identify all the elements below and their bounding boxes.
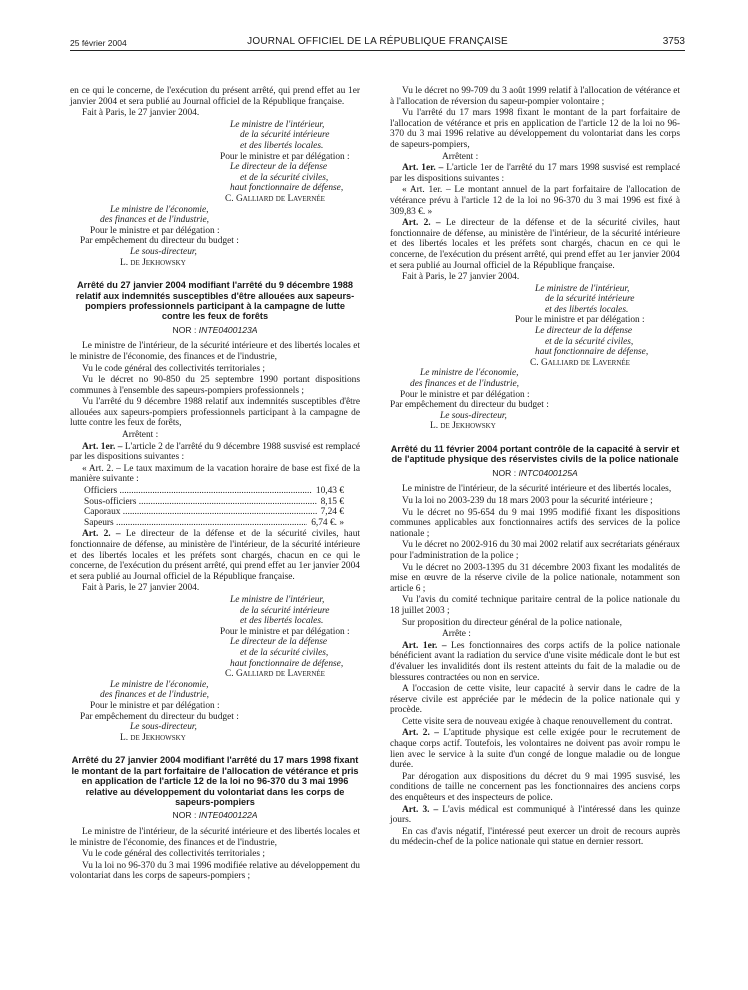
header-date: 25 février 2004 [70, 38, 127, 48]
signature-line: Par empêchement du directeur du budget : [390, 400, 549, 411]
signature-name: C. Galliard de Lavernée [225, 193, 325, 204]
article: Art. 1er. – L'article 2 de l'arrêté du 9 décembre 1988 susvisé est remplacé par les dispositions suivantes : [70, 441, 361, 463]
table-row: Officiers ..... 10,43 € [84, 486, 344, 497]
decree-title: Arrêté du 27 janvier 2004 modifiant l'arrêté du 9 décembre 1988 relatif aux indemnités susceptibles d'être allouées aux sapeurs-pompiers professionnels participant à la campagne de lutte contre les feux de forêts [75, 280, 355, 322]
article: Art. 2. – Le directeur de la défense et de la sécurité civiles, haut fonctionnaire de défense, au ministère de l'intérieur, de la sécurité intérieure et des libertés locales et les préfets sont chargés, chacun en ce qui le concerne, de l'exécution du présent arrêté, qui prend effet au 1er janvier 2004 et sera publié au Journal officiel de la République française. [390, 218, 681, 271]
page-number: 3753 [662, 36, 685, 47]
nor-reference: NOR : INTE0400122A [172, 810, 258, 821]
signature-line: et de la sécurité civiles, [545, 336, 634, 347]
table-row: Sapeurs ..... 6,74 €. » [84, 518, 344, 529]
signature-line: et des libertés locales. [545, 304, 629, 315]
signature-block [220, 595, 360, 680]
signature-line: et des libertés locales. [240, 140, 324, 151]
paragraph: Le ministre de l'intérieur, de la sécurité intérieure et des libertés locales et le ministre de l'économie, des finances et de l'industrie, [70, 341, 360, 362]
signature-line: et des libertés locales. [240, 616, 324, 627]
signature-line: Le directeur de la défense [230, 637, 328, 648]
paragraph: Vu le décret no 2003-1395 du 31 décembre 2003 fixant les modalités de mise en œuvre de la réserve civile de la police nationale, notamment son article 6 ; [390, 562, 680, 594]
article: Art. 3. – L'avis médical est communiqué à l'intéressé dans les quinze jours. [390, 804, 680, 826]
paragraph: en ce qui le concerne, de l'exécution du présent arrêté, qui prend effet au 1er janvier 2004 et sera publié au Journal officiel de la République française. [70, 86, 360, 107]
done-line: Fait à Paris, le 27 janvier 2004. [402, 272, 520, 283]
page-header [70, 36, 685, 51]
done-line: Fait à Paris, le 27 janvier 2004. [82, 108, 200, 119]
arretent: Arrêtent : [442, 151, 479, 162]
signature-line: Le sous-directeur, [130, 722, 197, 733]
signature-line: haut fonctionnaire de défense, [230, 183, 344, 194]
signature-line: Pour le ministre et par délégation : [220, 626, 350, 637]
signature-line: Pour le ministre et par délégation : [220, 151, 350, 162]
paragraph: Vu l'arrêté du 17 mars 1998 fixant le montant de la part forfaitaire de l'allocation de vétérance et pris en application de l'article 12 de la loi no 96-370 du 3 mai 1996 relative au développement du volontariat dans les corps de sapeurs-pompiers, [390, 108, 680, 150]
signature-name: L. de Jekhowsky [430, 421, 496, 432]
signature-line: Le ministre de l'économie, [420, 368, 519, 379]
article: Art. 1er. – L'article 1er de l'arrêté du 17 mars 1998 susvisé est remplacé par les dispositions suivantes : [390, 163, 680, 184]
signature-line: haut fonctionnaire de défense, [535, 347, 649, 358]
arrete: Arrête : [442, 629, 471, 640]
table-row: Sous-officiers ..... 8,15 € [84, 497, 344, 508]
rates-table [84, 486, 344, 528]
signature-line: Pour le ministre et par délégation : [90, 225, 220, 236]
signature-line: Le directeur de la défense [230, 162, 328, 173]
signature-name: L. de Jekhowsky [120, 257, 186, 268]
signature-name: C. Galliard de Lavernée [225, 669, 325, 680]
signature-name: C. Galliard de Lavernée [530, 357, 630, 368]
paragraph: Le ministre de l'intérieur, de la sécurité intérieure et des libertés locales, [402, 484, 672, 495]
paragraph: Vu la loi no 2003-239 du 18 mars 2003 pour la sécurité intérieure ; [402, 496, 653, 506]
left-column [70, 86, 360, 883]
nor-reference: NOR : INTC0400125A [492, 467, 578, 478]
quote: « Art. 2. – Le taux maximum de la vacation horaire de base est fixé de la manière suivante : [70, 463, 360, 485]
signature-block [80, 680, 360, 744]
signature-block [220, 120, 360, 205]
quote: « Art. 1er. – Le montant annuel de la part forfaitaire de l'allocation de vétérance prévu à l'article 12 de la loi no 96-370 du 3 mai 1996 est fixé à 309,83 €. » [390, 185, 680, 217]
signature-line: Le sous-directeur, [440, 410, 507, 421]
signature-line: et de la sécurité civiles, [240, 647, 329, 658]
signature-line: Pour le ministre et par délégation : [90, 700, 220, 711]
nor-reference: NOR : INTE0400123A [172, 324, 258, 335]
signature-line: haut fonctionnaire de défense, [230, 658, 344, 669]
signature-block [80, 205, 360, 269]
paragraph: Vu la loi no 96-370 du 3 mai 1996 modifiée relative au développement du volontariat dans les corps de sapeurs-pompiers ; [70, 860, 360, 882]
signature-line: Le ministre de l'intérieur, [535, 283, 630, 294]
paragraph: Vu l'avis du comité technique paritaire central de la police nationale du 18 juillet 2003 ; [390, 595, 680, 616]
paragraph: Vu le décret no 95-654 du 9 mai 1995 modifié fixant les dispositions communes applicables aux fonctionnaires actifs des services de la police nationale ; [390, 507, 680, 539]
signature-block [515, 284, 680, 369]
signature-name: L. de Jekhowsky [120, 732, 186, 743]
signature-line: Le ministre de l'intérieur, [230, 119, 325, 130]
signature-line: de la sécurité intérieure [240, 130, 330, 141]
paragraph: En cas d'avis négatif, l'intéressé peut exercer un droit de recours auprès du médecin-chef de la police nationale qui statue en dernier ressort. [390, 826, 680, 848]
signature-block [390, 368, 680, 432]
signature-line: Le ministre de l'intérieur, [230, 594, 325, 605]
paragraph: Cette visite sera de nouveau exigée à chaque renouvellement du contrat. [402, 716, 673, 727]
signature-line: Le directeur de la défense [535, 326, 633, 337]
header-title: JOURNAL OFFICIEL DE LA RÉPUBLIQUE FRANÇAISE [247, 36, 508, 47]
paragraph: Vu l'arrêté du 9 décembre 1988 relatif aux indemnités susceptibles d'être allouées aux sapeurs-pompiers professionnels participant à la campagne de lutte contre les feux de forêts, [70, 397, 360, 429]
signature-line: des finances et de l'industrie, [100, 690, 210, 701]
arretent: Arrêtent : [122, 430, 159, 441]
decree-title: Arrêté du 11 février 2004 portant contrôle de la capacité à servir et de l'aptitude physique des réservistes civils de la police nationale [390, 444, 680, 465]
signature-line: Par empêchement du directeur du budget : [80, 236, 239, 247]
signature-line: de la sécurité intérieure [545, 294, 635, 305]
signature-line: Par empêchement du directeur du budget : [80, 711, 239, 722]
signature-line: des finances et de l'industrie, [410, 379, 520, 390]
paragraph: Vu le code général des collectivités territoriales ; [82, 363, 265, 374]
paragraph: Par dérogation aux dispositions du décret du 9 mai 1995 susvisé, les conditions de taille ne concernent pas les fonctionnaires des anciens corps des enquêteurs et des inspecteurs de police. [390, 771, 680, 804]
paragraph: A l'occasion de cette visite, leur capacité à servir dans le cadre de la réserve civile est appréciée par le médecin de la police nationale qui y procède. [390, 684, 680, 716]
signature-line: Pour le ministre et par délégation : [400, 389, 530, 400]
signature-line: Le ministre de l'économie, [110, 204, 209, 215]
signature-line: Le ministre de l'économie, [110, 679, 209, 690]
paragraph: Le ministre de l'intérieur, de la sécurité intérieure et des libertés locales et le ministre de l'économie, des finances et de l'industrie, [70, 826, 360, 848]
right-column [390, 86, 680, 849]
article: Art. 2. – Le directeur de la défense et de la sécurité civiles, haut fonctionnaire de défense, au ministère de l'intérieur, de la sécurité intérieure et des libertés locales et les préfets sont chargés, chacun en ce qui le concerne, de l'exécution du présent arrêté, qui prend effet au 1er janvier 2004 et sera publié au Journal officiel de la République française. [70, 529, 361, 582]
article: Art. 1er. – Les fonctionnaires des corps actifs de la police nationale bénéficient avant la radiation du service d'une visite médicale dont le but est d'évaluer les invalidités dont ils restent atteints du fait de la maladie ou de blessures contractées ou non en service. [390, 640, 681, 683]
article: Art. 2. – L'aptitude physique est celle exigée pour le recrutement de chaque corps actif. Toutefois, les volontaires ne doivent pas avoir rompu le lien avec le service à la suite d'un congé de longue maladie ou de longue durée. [390, 728, 680, 771]
signature-line: Pour le ministre et par délégation : [515, 315, 645, 326]
signature-line: et de la sécurité civiles, [240, 172, 329, 183]
paragraph: Vu le décret no 90-850 du 25 septembre 1990 portant dispositions communes à l'ensemble des sapeurs-pompiers professionnels ; [70, 375, 360, 396]
paragraph: Sur proposition du directeur général de la police nationale, [402, 617, 622, 628]
paragraph: Vu le code général des collectivités territoriales ; [82, 849, 265, 860]
decree-title: Arrêté du 27 janvier 2004 modifiant l'arrêté du 17 mars 1998 fixant le montant de la part forfaitaire de l'allocation de vétérance et pris en application de l'article 12 de la loi no 96-370 du 3 mai 1996 relative au développement du volontariat dans les corps de sapeurs-pompiers [71, 755, 359, 807]
paragraph: Vu le décret no 2002-916 du 30 mai 2002 relatif aux secrétariats généraux pour l'administration de la police ; [390, 540, 680, 561]
signature-line: des finances et de l'industrie, [100, 215, 210, 226]
paragraph: Vu le décret no 99-709 du 3 août 1999 relatif à l'allocation de vétérance et à l'allocation de réversion du sapeur-pompier volontaire ; [390, 86, 680, 107]
table-row: Caporaux ..... 7,24 € [84, 507, 344, 518]
signature-line: Le sous-directeur, [130, 246, 197, 257]
done-line: Fait à Paris, le 27 janvier 2004. [82, 583, 200, 594]
signature-line: de la sécurité intérieure [240, 605, 330, 616]
